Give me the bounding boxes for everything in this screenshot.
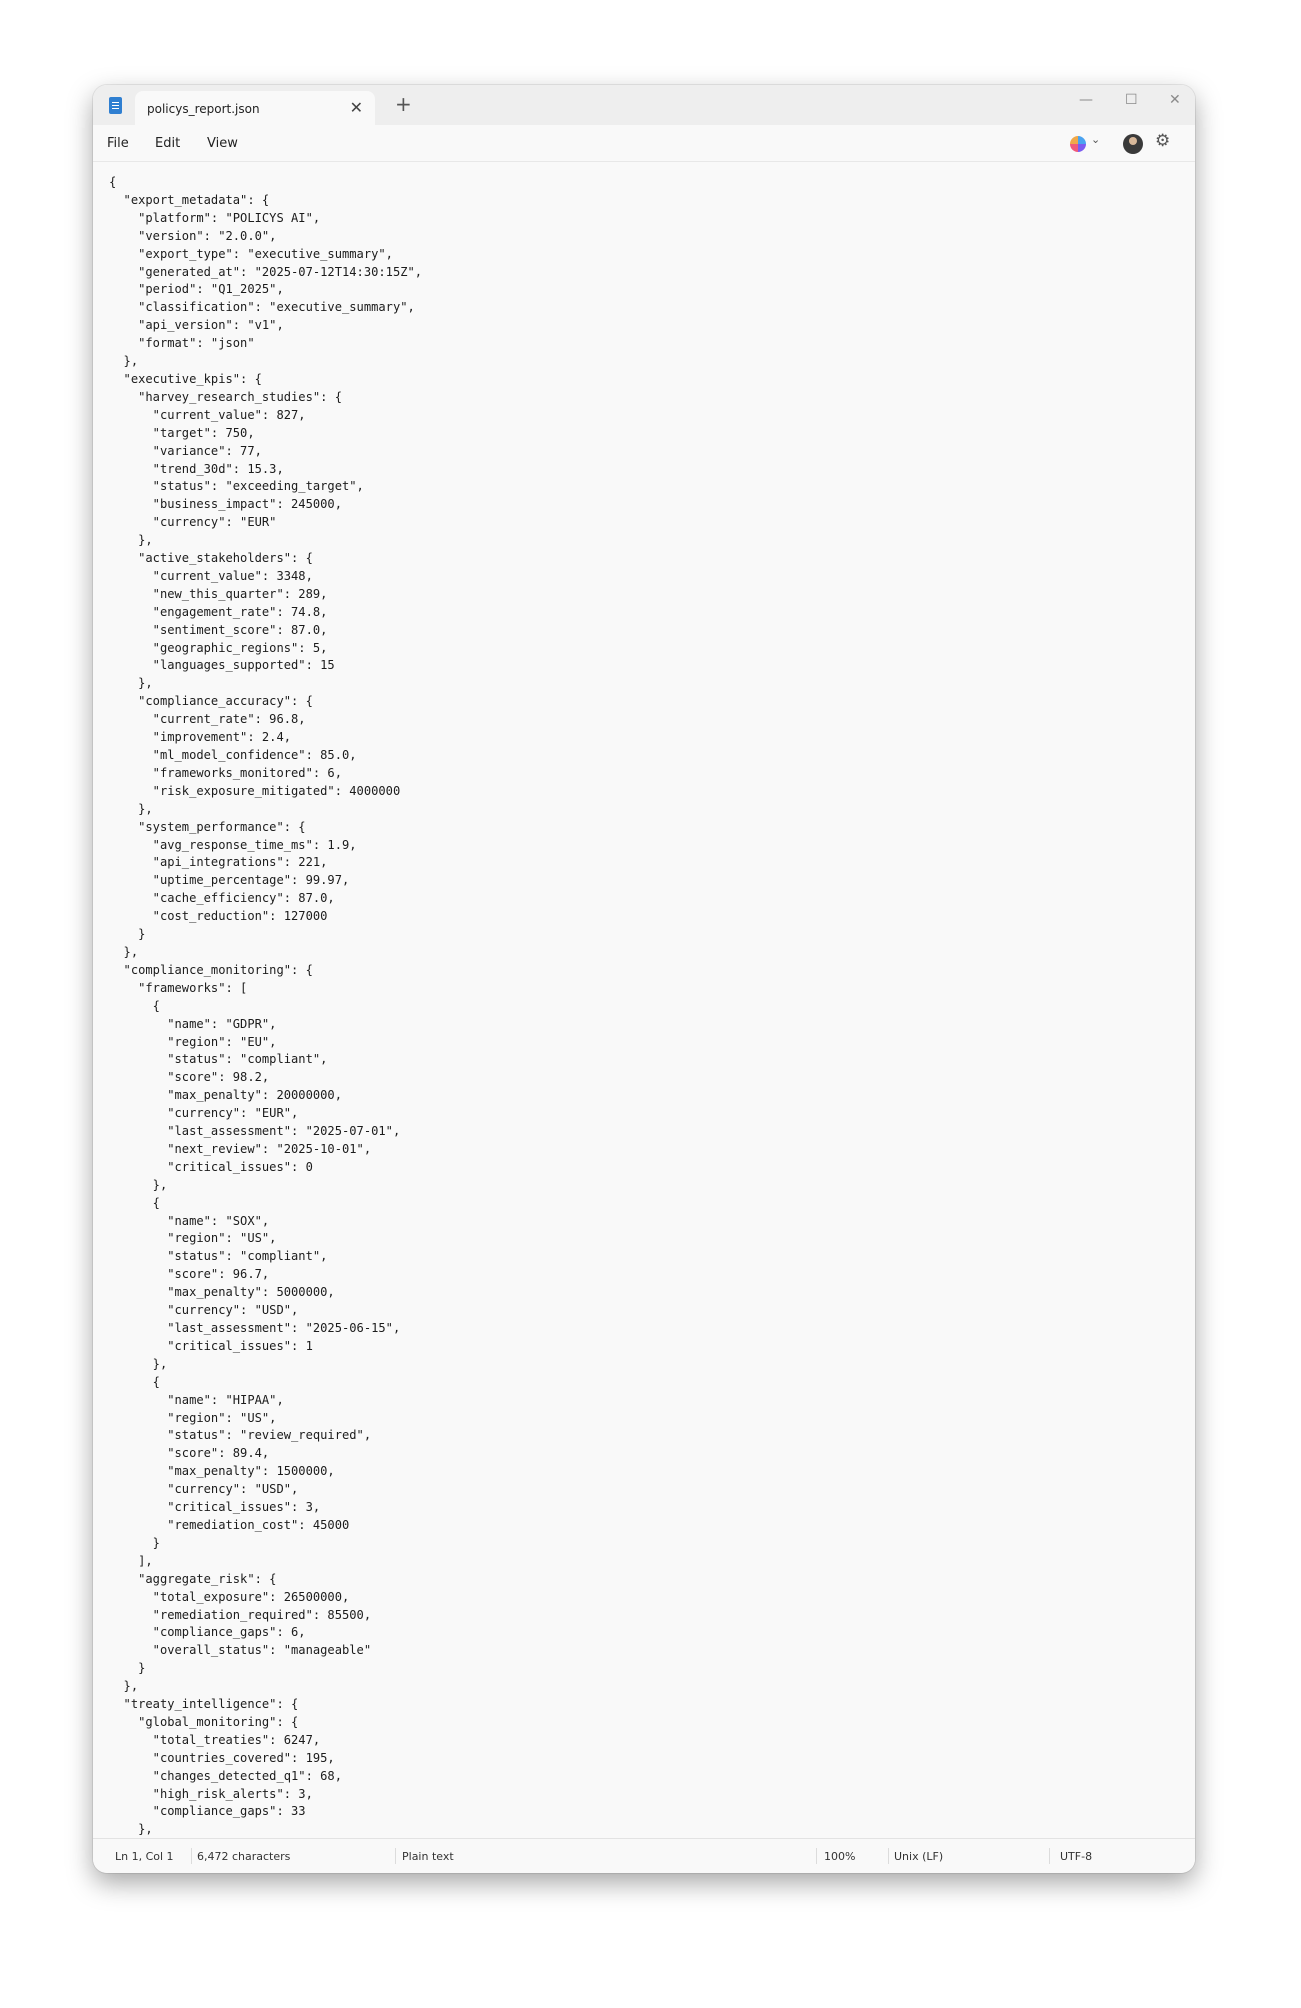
- menu-edit[interactable]: Edit: [155, 136, 181, 151]
- code-line[interactable]: "status": "review_required",: [109, 1428, 372, 1443]
- zoom-level[interactable]: 100%: [824, 1850, 856, 1863]
- code-line[interactable]: },: [109, 533, 153, 548]
- code-line[interactable]: {: [109, 175, 117, 189]
- code-line[interactable]: "trend_30d": 15.3,: [109, 461, 284, 476]
- code-line[interactable]: "critical_issues": 1: [109, 1338, 313, 1353]
- code-line[interactable]: },: [109, 676, 153, 691]
- code-line[interactable]: "active_stakeholders": {: [109, 551, 313, 566]
- code-line[interactable]: "total_exposure": 26500000,: [109, 1589, 350, 1604]
- code-line[interactable]: "changes_detected_q1": 68,: [109, 1768, 342, 1783]
- code-line[interactable]: "currency": "EUR": [109, 515, 277, 530]
- code-line[interactable]: ],: [109, 1553, 153, 1568]
- status-divider: [888, 1848, 889, 1864]
- code-line[interactable]: "region": "US",: [109, 1231, 277, 1246]
- code-line[interactable]: "version": "2.0.0",: [109, 228, 277, 243]
- tab-policys-report[interactable]: [135, 91, 375, 125]
- code-line[interactable]: "classification": "executive_summary",: [109, 300, 415, 315]
- code-line[interactable]: "period": "Q1_2025",: [109, 282, 284, 297]
- code-line[interactable]: "name": "SOX",: [109, 1213, 270, 1228]
- code-line[interactable]: "api_integrations": 221,: [109, 855, 328, 870]
- encoding[interactable]: UTF-8: [1060, 1850, 1093, 1863]
- code-line[interactable]: "business_impact": 245000,: [109, 497, 342, 512]
- status-divider: [191, 1848, 192, 1864]
- notepad-window: [93, 85, 1195, 1873]
- code-line[interactable]: "cache_efficiency": 87.0,: [109, 891, 335, 906]
- gear-icon[interactable]: ⚙: [1155, 131, 1171, 151]
- code-line[interactable]: "currency": "USD",: [109, 1303, 299, 1318]
- code-line[interactable]: "frameworks_monitored": 6,: [109, 765, 342, 780]
- code-line[interactable]: }: [109, 927, 146, 942]
- code-line[interactable]: "last_assessment": "2025-07-01",: [109, 1124, 401, 1139]
- code-line[interactable]: "export_metadata": {: [109, 192, 270, 207]
- code-line[interactable]: "harvey_research_studies": {: [109, 389, 342, 404]
- code-line[interactable]: "platform": "POLICYS AI",: [109, 210, 321, 225]
- code-line[interactable]: "score": 96.7,: [109, 1267, 270, 1282]
- code-line[interactable]: "compliance_monitoring": {: [109, 962, 313, 977]
- code-line[interactable]: "frameworks": [: [109, 980, 248, 995]
- code-line[interactable]: "sentiment_score": 87.0,: [109, 622, 328, 637]
- code-line[interactable]: "engagement_rate": 74.8,: [109, 604, 328, 619]
- code-line[interactable]: "overall_status": "manageable": [109, 1643, 372, 1658]
- code-line[interactable]: "current_value": 827,: [109, 407, 306, 422]
- tab-title: policys_report.json: [147, 102, 260, 116]
- line-endings[interactable]: Unix (LF): [894, 1850, 944, 1863]
- menu-bar: [93, 125, 1195, 162]
- code-line[interactable]: "currency": "EUR",: [109, 1106, 299, 1121]
- code-line[interactable]: {: [109, 998, 160, 1013]
- code-line[interactable]: "region": "US",: [109, 1410, 277, 1425]
- code-line[interactable]: "generated_at": "2025-07-12T14:30:15Z",: [109, 264, 423, 279]
- code-line[interactable]: "risk_exposure_mitigated": 4000000: [109, 783, 401, 798]
- character-count: 6,472 characters: [197, 1850, 291, 1863]
- code-line[interactable]: },: [109, 1822, 153, 1837]
- code-line[interactable]: {: [109, 1374, 160, 1389]
- code-line[interactable]: "current_value": 3348,: [109, 568, 313, 583]
- new-tab-button[interactable]: +: [395, 92, 412, 116]
- code-line[interactable]: },: [109, 801, 153, 816]
- file-format[interactable]: Plain text: [402, 1850, 454, 1863]
- code-line[interactable]: "uptime_percentage": 99.97,: [109, 873, 350, 888]
- code-line[interactable]: "variance": 77,: [109, 443, 262, 458]
- code-line[interactable]: "score": 89.4,: [109, 1446, 270, 1461]
- code-line[interactable]: "aggregate_risk": {: [109, 1571, 277, 1586]
- code-line[interactable]: "max_penalty": 5000000,: [109, 1285, 335, 1300]
- code-line[interactable]: "name": "HIPAA",: [109, 1392, 284, 1407]
- code-line[interactable]: "geographic_regions": 5,: [109, 640, 328, 655]
- code-line[interactable]: "status": "compliant",: [109, 1052, 328, 1067]
- menu-view[interactable]: View: [207, 136, 238, 151]
- code-line[interactable]: "max_penalty": 20000000,: [109, 1088, 342, 1103]
- code-line[interactable]: "next_review": "2025-10-01",: [109, 1141, 372, 1156]
- status-divider: [395, 1848, 396, 1864]
- minimize-button[interactable]: —: [1079, 92, 1093, 108]
- avatar[interactable]: [1123, 134, 1143, 154]
- code-line[interactable]: },: [109, 1177, 168, 1192]
- code-line[interactable]: "critical_issues": 3,: [109, 1500, 321, 1515]
- code-line[interactable]: "compliance_gaps": 6,: [109, 1625, 306, 1640]
- tab-close-icon[interactable]: ✕: [349, 98, 363, 117]
- copilot-icon[interactable]: [1070, 136, 1086, 152]
- editor-content[interactable]: [109, 174, 422, 1839]
- code-line[interactable]: "api_version": "v1",: [109, 318, 284, 333]
- code-line[interactable]: "last_assessment": "2025-06-15",: [109, 1321, 401, 1335]
- code-line[interactable]: "global_monitoring": {: [109, 1714, 299, 1729]
- code-line[interactable]: },: [109, 1679, 139, 1694]
- title-bar[interactable]: [93, 85, 1195, 125]
- status-divider: [1049, 1848, 1050, 1864]
- code-line[interactable]: },: [109, 354, 139, 369]
- code-line[interactable]: "improvement": 2.4,: [109, 730, 292, 745]
- code-line[interactable]: {: [109, 1195, 160, 1210]
- code-line[interactable]: "compliance_accuracy": {: [109, 694, 313, 709]
- code-line[interactable]: "currency": "USD",: [109, 1482, 299, 1497]
- code-line[interactable]: }: [109, 1535, 160, 1550]
- code-line[interactable]: "high_risk_alerts": 3,: [109, 1786, 313, 1801]
- code-line[interactable]: "name": "GDPR",: [109, 1016, 277, 1031]
- code-line[interactable]: "avg_response_time_ms": 1.9,: [109, 837, 357, 852]
- status-bar: [93, 1838, 1195, 1873]
- code-line[interactable]: "status": "compliant",: [109, 1249, 328, 1264]
- status-divider: [816, 1848, 817, 1864]
- code-line[interactable]: "languages_supported": 15: [109, 658, 335, 673]
- notepad-icon: [109, 97, 122, 114]
- code-line[interactable]: "score": 98.2,: [109, 1070, 270, 1085]
- code-line[interactable]: "cost_reduction": 127000: [109, 909, 328, 924]
- code-line[interactable]: "region": "EU",: [109, 1034, 277, 1049]
- text-editor[interactable]: [93, 162, 1195, 1839]
- code-line[interactable]: "ml_model_confidence": 85.0,: [109, 748, 357, 762]
- code-line[interactable]: "max_penalty": 1500000,: [109, 1464, 335, 1479]
- menu-file[interactable]: File: [107, 136, 129, 151]
- code-line[interactable]: "compliance_gaps": 33: [109, 1804, 306, 1819]
- code-line[interactable]: "target": 750,: [109, 425, 255, 440]
- code-line[interactable]: "new_this_quarter": 289,: [109, 586, 328, 601]
- code-line[interactable]: "remediation_cost": 45000: [109, 1517, 350, 1532]
- chevron-down-icon[interactable]: ⌄: [1091, 133, 1101, 146]
- code-line[interactable]: },: [109, 1356, 168, 1371]
- maximize-button[interactable]: ☐: [1125, 92, 1138, 108]
- code-line[interactable]: "remediation_required": 85500,: [109, 1607, 372, 1622]
- code-line[interactable]: "system_performance": {: [109, 819, 306, 834]
- code-line[interactable]: },: [109, 944, 139, 959]
- code-line[interactable]: "treaty_intelligence": {: [109, 1697, 299, 1712]
- code-line[interactable]: "total_treaties": 6247,: [109, 1732, 321, 1747]
- code-line[interactable]: "current_rate": 96.8,: [109, 712, 306, 727]
- code-line[interactable]: }: [109, 1661, 146, 1676]
- code-line[interactable]: "executive_kpis": {: [109, 371, 262, 386]
- code-line[interactable]: "status": "exceeding_target",: [109, 479, 364, 494]
- code-line[interactable]: "critical_issues": 0: [109, 1159, 313, 1174]
- code-line[interactable]: "countries_covered": 195,: [109, 1750, 335, 1765]
- cursor-position[interactable]: Ln 1, Col 1: [115, 1850, 174, 1863]
- code-line[interactable]: "format": "json": [109, 336, 255, 351]
- close-window-button[interactable]: ✕: [1169, 92, 1181, 108]
- code-line[interactable]: "export_type": "executive_summary",: [109, 246, 393, 261]
